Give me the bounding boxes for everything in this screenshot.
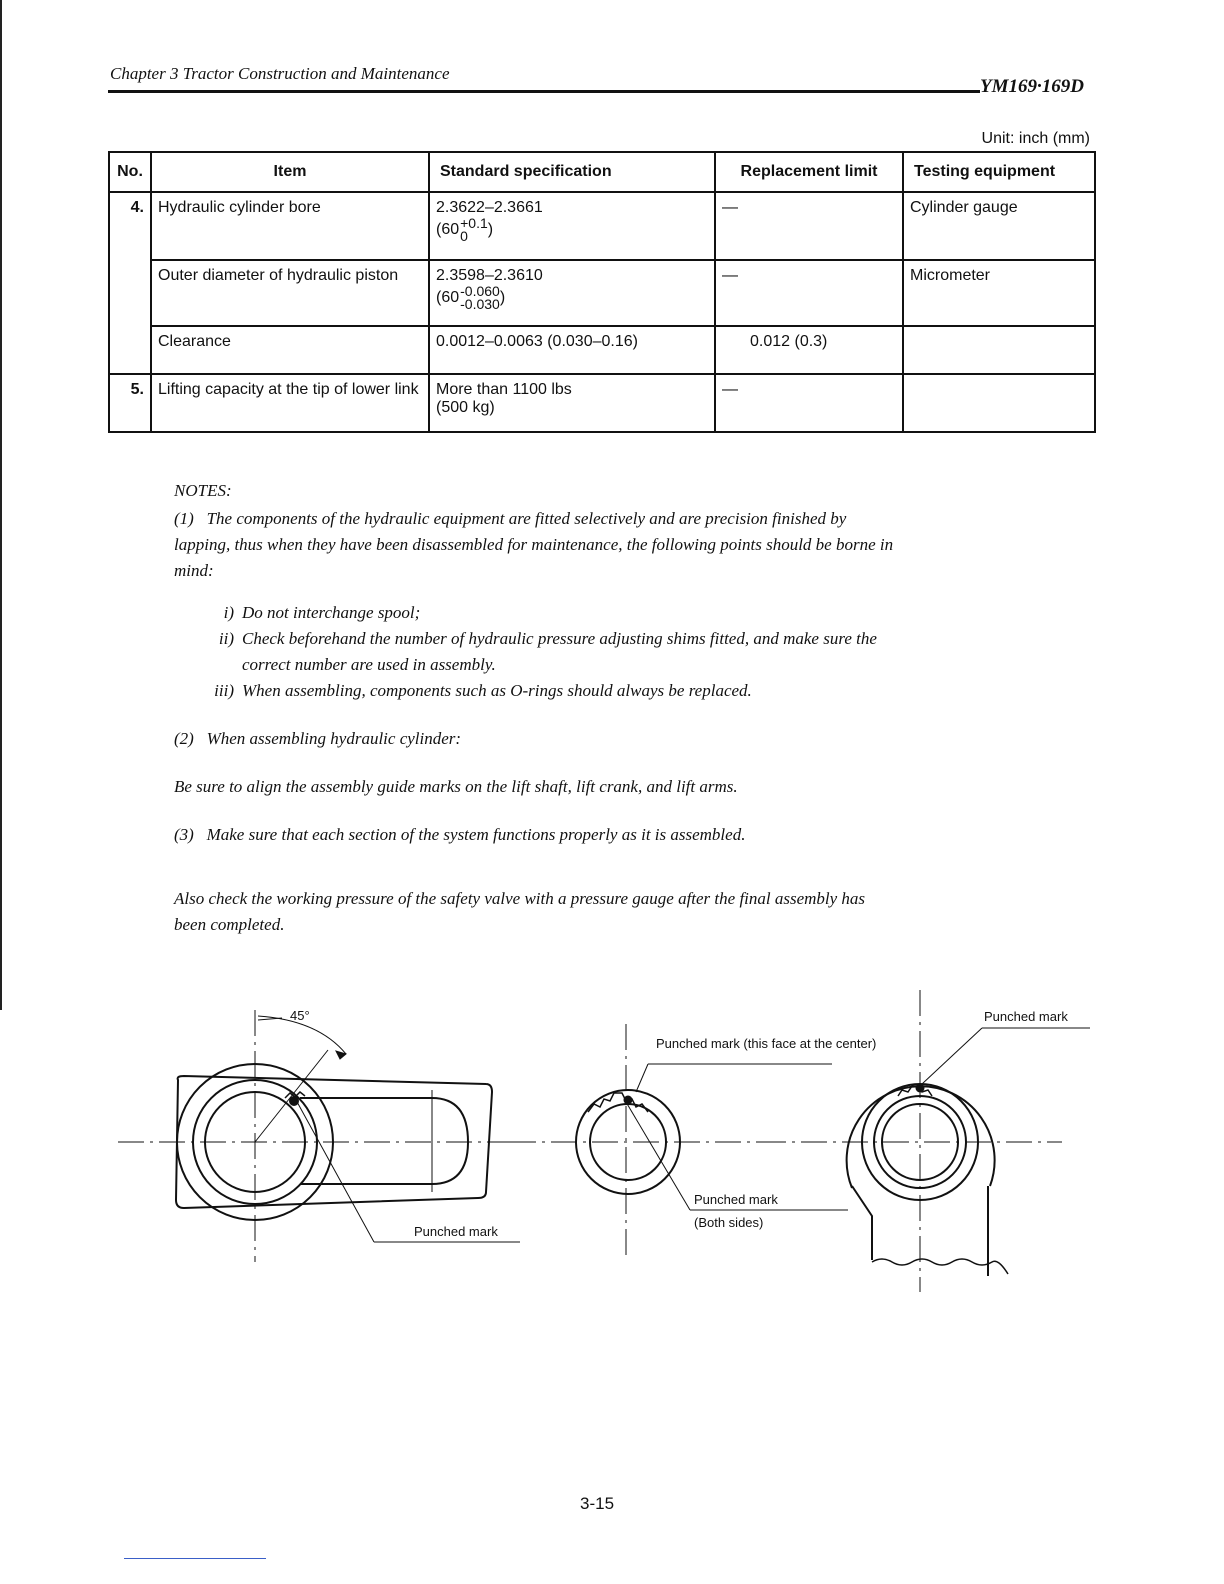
table-row [109, 192, 1095, 260]
tolerance-lower: 0 [460, 228, 468, 244]
spec-tolerance [436, 285, 708, 311]
sub-item [174, 678, 894, 704]
row-equipment: Cylinder gauge [903, 192, 1095, 260]
spec-value: 2.3598–2.3610 [436, 267, 543, 284]
row-limit: 0.012 (0.3) [715, 326, 903, 374]
sub-item-number: ii) [218, 629, 234, 648]
note-3 [174, 822, 894, 848]
row-limit: — [715, 260, 903, 326]
row-limit: — [715, 192, 903, 260]
row-limit: — [715, 374, 903, 432]
angle-label: 45° [290, 1008, 310, 1023]
page-number: 3-15 [580, 1494, 615, 1513]
sub-item [174, 600, 894, 626]
punched-mark-figure [0, 980, 1224, 1310]
row-number: 4. [109, 192, 151, 374]
col-header-spec: Standard specification [429, 152, 715, 192]
table-row [109, 326, 1095, 374]
spec-value: 2.3622–2.3661 [436, 199, 543, 216]
row-spec [429, 260, 715, 326]
col-header-equipment: Testing equipment [903, 152, 1095, 192]
footer-rule [124, 1558, 266, 1559]
col-header-no: No. [109, 152, 151, 192]
col-header-item: Item [151, 152, 429, 192]
notes-title: NOTES: [174, 481, 232, 500]
tolerance-lower: -0.030 [460, 296, 500, 312]
sub-item [174, 626, 894, 678]
spec-value: More than 1100 lbs [436, 381, 572, 398]
spec-close: ) [499, 289, 506, 307]
notes-section [174, 478, 894, 938]
table-row [109, 374, 1095, 432]
row-equipment [903, 326, 1095, 374]
chapter-header: Chapter 3 Tractor Construction and Maintenance [110, 64, 450, 83]
left-punched-mark-label: Punched mark [414, 1224, 498, 1239]
col-header-limit: Replacement limit [715, 152, 903, 192]
sub-item-number: i) [223, 603, 234, 622]
row-number: 5. [109, 374, 151, 432]
row-spec: 0.0012–0.0063 (0.030–0.16) [429, 326, 715, 374]
header-rule [108, 90, 980, 93]
row-item: Clearance [151, 326, 429, 374]
table-header-row [109, 152, 1095, 192]
sub-item-text: Check beforehand the number of hydraulic pressure adjusting shims fitted, and make sure the correct number are used in assembly. [242, 629, 877, 674]
tolerance-stack [460, 285, 500, 311]
row-equipment: Micrometer [903, 260, 1095, 326]
row-item: Lifting capacity at the tip of lower link [151, 374, 429, 432]
center-top-punched-mark-label: Punched mark (this face at the center) [656, 1036, 877, 1051]
tolerance-upper: +0.1 [460, 215, 488, 231]
note-2-number: (2) [174, 729, 194, 748]
spec-value-line2: (500 kg) [436, 399, 495, 416]
model-header: YM169·169D [980, 76, 1084, 97]
note-3-text: Make sure that each section of the system functions properly as it is assembled. [206, 825, 746, 844]
final-check-text: Also check the working pressure of the safety valve with a pressure gauge after the final assembly has been completed. [174, 889, 866, 934]
spec-base: (60 [436, 289, 460, 307]
spec-tolerance [436, 217, 708, 243]
row-spec [429, 374, 715, 432]
spec-base: (60 [436, 221, 460, 239]
note-2 [174, 726, 894, 752]
tolerance-upper: -0.060 [460, 283, 500, 299]
row-item: Hydraulic cylinder bore [151, 192, 429, 260]
row-item: Outer diameter of hydraulic piston [151, 260, 429, 326]
note-1-text: The components of the hydraulic equipment are fitted selectively and are precision finished by lapping, thus when they have been disassembled for maintenance, the following points should be borne in mind: [174, 509, 894, 580]
specification-table [108, 151, 1096, 433]
sub-item-number: iii) [214, 681, 234, 700]
note-2-text: When assembling hydraulic cylinder: [206, 729, 462, 748]
note-1-number: (1) [174, 509, 194, 528]
spec-close: ) [487, 221, 494, 239]
both-sides-label: (Both sides) [694, 1215, 764, 1230]
lift-arm-drawing [847, 1084, 1008, 1276]
row-equipment [903, 374, 1095, 432]
right-punched-mark-label: Punched mark [984, 1009, 1068, 1024]
note-1 [174, 506, 894, 584]
tolerance-stack [460, 217, 488, 243]
sub-item-text: When assembling, components such as O-rings should always be replaced. [242, 681, 752, 700]
center-bottom-punched-mark-label: Punched mark [694, 1192, 778, 1207]
note-3-number: (3) [174, 825, 194, 844]
row-spec [429, 192, 715, 260]
sub-item-text: Do not interchange spool; [242, 603, 421, 622]
table-row [109, 260, 1095, 326]
left-margin-rule [0, 0, 2, 1010]
unit-label: Unit: inch (mm) [981, 130, 1090, 147]
note-2-detail: Be sure to align the assembly guide marks on the lift shaft, lift crank, and lift arms. [174, 777, 738, 796]
